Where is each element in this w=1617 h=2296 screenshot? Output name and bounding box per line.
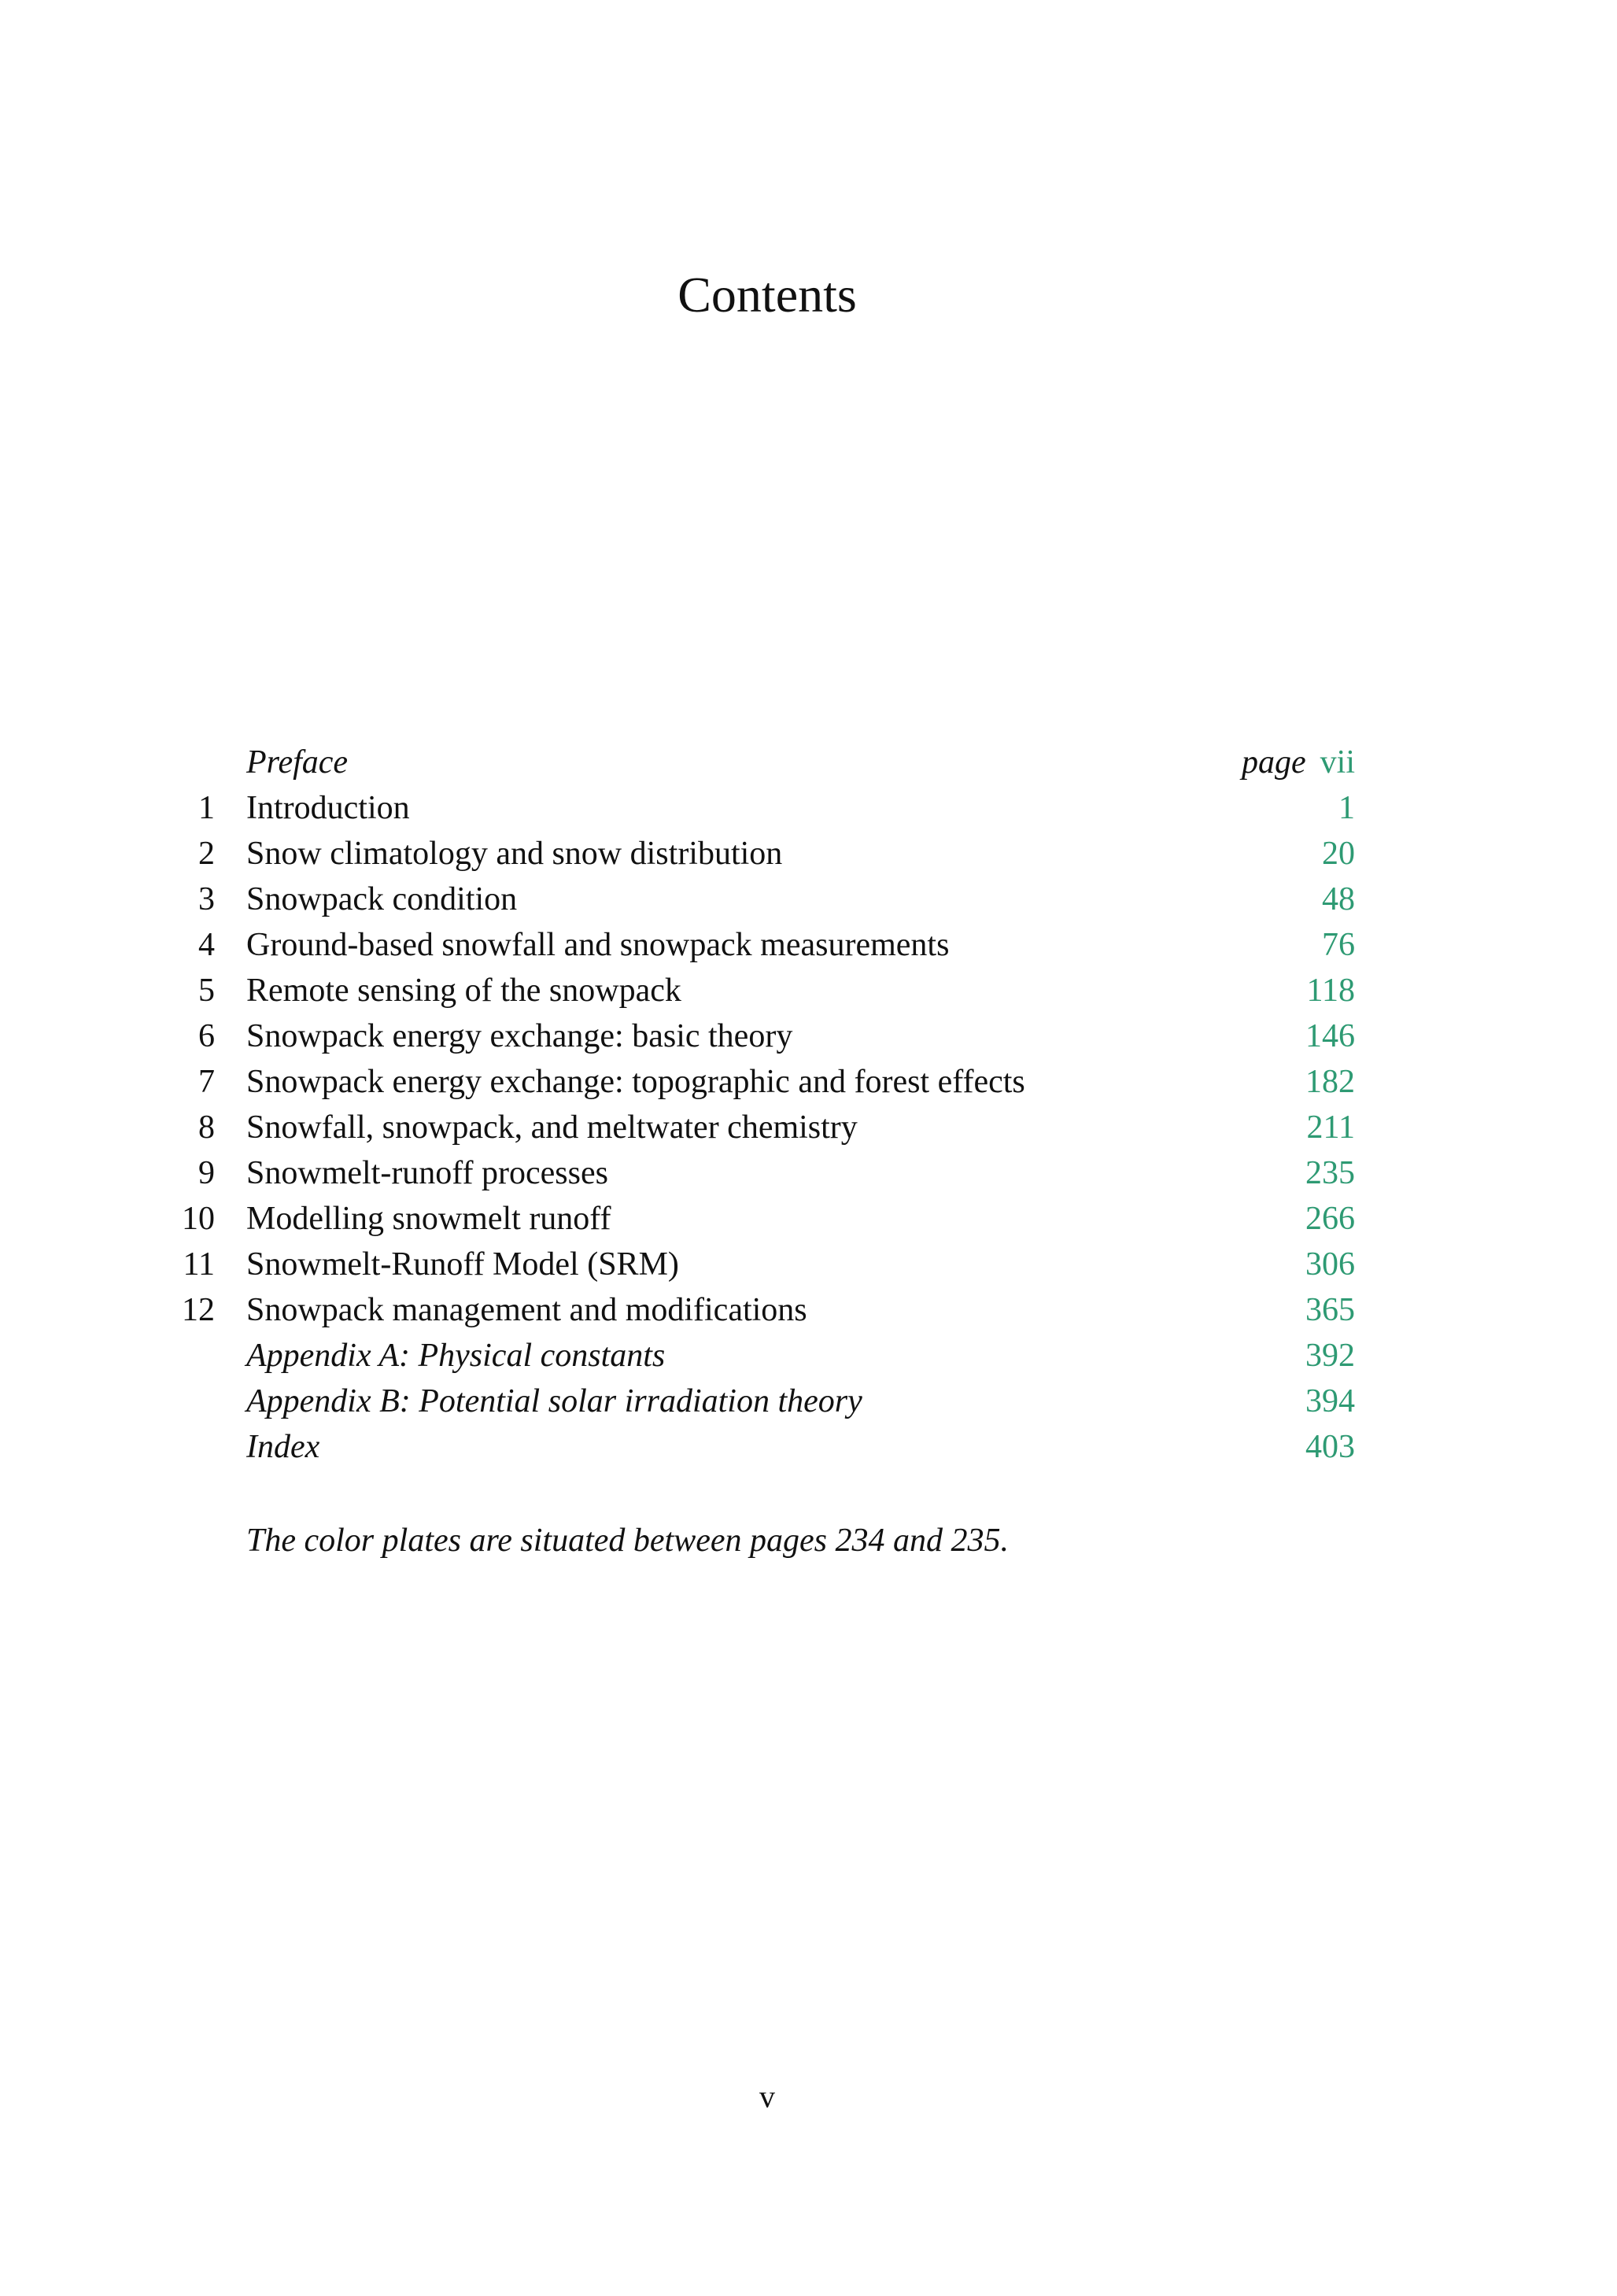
toc-entry-chapter-2[interactable] [0, 831, 1617, 877]
entry-title: Index [246, 1429, 320, 1465]
chapter-number: 6 [198, 1018, 215, 1054]
page-number-link[interactable]: 48 [1322, 881, 1355, 917]
table-of-contents [0, 740, 1617, 1470]
entry-title: Snowpack energy exchange: basic theory [246, 1018, 793, 1054]
chapter-number: 9 [198, 1155, 215, 1191]
toc-entry-chapter-3[interactable] [0, 877, 1617, 922]
page-number-link[interactable]: 182 [1305, 1064, 1355, 1100]
page-cell [1242, 740, 1355, 785]
page-number-link[interactable]: 1 [1338, 790, 1355, 826]
page-number-link[interactable]: 118 [1306, 973, 1355, 1009]
toc-entry-chapter-10[interactable] [0, 1196, 1617, 1242]
toc-entry-chapter-8[interactable] [0, 1105, 1617, 1150]
entry-title: Ground-based snowfall and snowpack measurements [246, 927, 950, 963]
toc-entry-chapter-4[interactable] [0, 922, 1617, 968]
chapter-number: 10 [182, 1201, 215, 1237]
chapter-number: 2 [198, 836, 215, 872]
toc-entry-chapter-1[interactable] [0, 785, 1617, 831]
toc-entry-appendix-b[interactable] [0, 1379, 1617, 1424]
toc-entry-appendix-a[interactable] [0, 1333, 1617, 1379]
toc-entry-chapter-6[interactable] [0, 1013, 1617, 1059]
entry-title: Introduction [246, 790, 410, 826]
entry-title: Modelling snowmelt runoff [246, 1201, 611, 1237]
toc-entry-chapter-12[interactable] [0, 1287, 1617, 1333]
entry-title: Appendix B: Potential solar irradiation theory [246, 1383, 862, 1419]
page-title: Contents [677, 267, 857, 323]
entry-title: Snowmelt-Runoff Model (SRM) [246, 1246, 679, 1283]
chapter-number: 8 [198, 1109, 215, 1146]
entry-title: Snowfall, snowpack, and meltwater chemistry [246, 1109, 858, 1146]
entry-title: Snowpack condition [246, 881, 518, 917]
page-number-link[interactable]: 76 [1322, 927, 1355, 963]
entry-title: Snowpack energy exchange: topographic and forest effects [246, 1064, 1025, 1100]
entry-title: Preface [246, 744, 349, 781]
entry-title: Snow climatology and snow distribution [246, 836, 783, 872]
chapter-number: 12 [182, 1292, 215, 1328]
page-number-link[interactable]: 211 [1306, 1109, 1355, 1146]
chapter-number: 5 [198, 973, 215, 1009]
toc-entry-preface[interactable] [0, 740, 1617, 785]
entry-title: Snowpack management and modifications [246, 1292, 807, 1328]
toc-entry-chapter-11[interactable] [0, 1242, 1617, 1287]
page-number-link[interactable]: 394 [1305, 1383, 1355, 1419]
page-number-link[interactable]: vii [1320, 744, 1355, 781]
page-folio: v [759, 2079, 775, 2114]
page-number-link[interactable]: 392 [1305, 1338, 1355, 1374]
chapter-number: 1 [198, 790, 215, 826]
page-number-link[interactable]: 20 [1322, 836, 1355, 872]
page-number-link[interactable]: 235 [1305, 1155, 1355, 1191]
color-plates-note: The color plates are situated between pages 234 and 235. [246, 1523, 1009, 1559]
entry-title: Snowmelt-runoff processes [246, 1155, 608, 1191]
toc-entry-index[interactable] [0, 1424, 1617, 1470]
page-number-link[interactable]: 365 [1305, 1292, 1355, 1328]
page-number-link[interactable]: 403 [1305, 1429, 1355, 1465]
chapter-number: 3 [198, 881, 215, 917]
page-number-link[interactable]: 306 [1305, 1246, 1355, 1283]
entry-title: Remote sensing of the snowpack [246, 973, 681, 1009]
entry-title: Appendix A: Physical constants [246, 1338, 666, 1374]
chapter-number: 7 [198, 1064, 215, 1100]
toc-entry-chapter-5[interactable] [0, 968, 1617, 1013]
page-prefix: page [1242, 744, 1306, 781]
toc-entry-chapter-7[interactable] [0, 1059, 1617, 1105]
page-number-link[interactable]: 146 [1305, 1018, 1355, 1054]
page-number-link[interactable]: 266 [1305, 1201, 1355, 1237]
chapter-number: 11 [183, 1246, 215, 1283]
toc-entry-chapter-9[interactable] [0, 1150, 1617, 1196]
chapter-number: 4 [198, 927, 215, 963]
